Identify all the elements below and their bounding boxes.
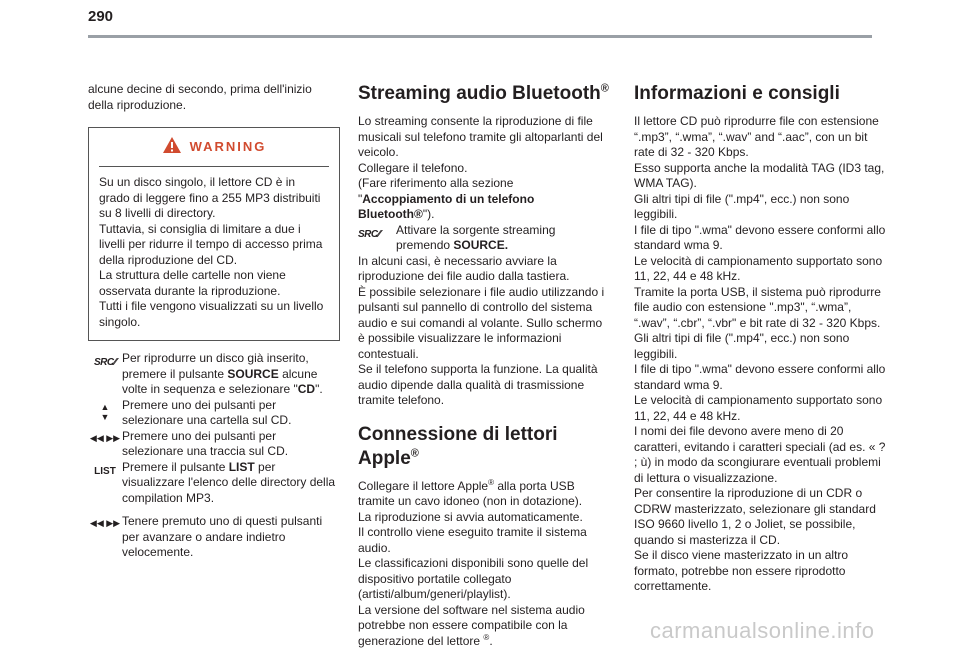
info-heading: Informazioni e consigli (634, 83, 840, 104)
bt-paragraph: (Fare riferimento alla sezione "Accoppiamento di un telefono Bluetooth®"). (358, 176, 535, 221)
info-line: Gli altri tipi di file (".mp4", ecc.) non sono leggibili. (634, 191, 850, 221)
info-line: Esso supporta anche la modalità TAG (ID3 tag, WMA TAG). (634, 160, 885, 190)
apple-paragraph: Il controllo viene eseguito tramite il sistema audio. (358, 525, 587, 555)
intro-text: alcune decine di secondo, prima dell'inizio della riproduzione. (88, 82, 312, 112)
warning-line: Tutti i file vengono visualizzati su un livello singolo. (99, 299, 324, 329)
bt-paragraph: È possibile selezionare i file audio utilizzando i pulsanti sul pannello di controllo del sistema audio e sui comandi al volante. Sullo schermo è possibile visualizzare le informazioni contestuali. (358, 284, 605, 361)
column-1 (88, 82, 340, 561)
source-button-icon: SRC⁄⁄ (358, 228, 380, 240)
bt-paragraph: In alcuni casi, è necessario avviare la riproduzione dei file audio dalla tastiera. (358, 253, 570, 283)
column-2 (358, 82, 610, 649)
item-track: ◀◀ ▶▶ Premere uno dei pulsanti per selezionare una traccia sul CD. (89, 428, 289, 458)
header-rule (88, 35, 872, 38)
warning-icon (162, 136, 182, 159)
item-hold: ◀◀ ▶▶ Tenere premuto uno di questi pulsanti per avanzare o andare indietro velocemente. (89, 514, 323, 559)
list-button-icon: LIST (94, 465, 116, 477)
apple-paragraph: La versione del software nel sistema audio potrebbe non essere compatibile con la generazione del lettore ®. (358, 602, 585, 648)
bluetooth-heading: Streaming audio Bluetooth® (358, 82, 609, 104)
item-source: SRC⁄⁄ Per riprodurre un disco già inserito, premere il pulsante SOURCE alcune volte in sequenza e selezionare "CD". (94, 351, 323, 396)
page-number: 290 (88, 8, 114, 25)
info-line: Le velocità di campionamento supportato sono 11, 22, 44 e 48 kHz. (634, 253, 883, 283)
apple-paragraph: Le classificazioni disponibili sono quelle del dispositivo portatile collegato (artisti/album/generi/playlist). (358, 556, 589, 601)
item-list: LIST Premere il pulsante LIST per visualizzare l'elenco delle directory della compilation MP3. (94, 459, 336, 505)
source-button-icon: SRC⁄⁄ (94, 357, 116, 368)
info-line: Tramite la porta USB, il sistema può riprodurre file audio con estensione ".mp3", “.wma”, “.wav”, “.cbr”, “.vbr" e bit rate di 32 - 320 Kbps. (634, 284, 881, 330)
warning-header (89, 128, 339, 166)
info-line: I file di tipo ".wma" devono essere conformi allo standard wma 9. (634, 362, 886, 392)
warning-body (89, 167, 339, 340)
item-folder: ▲ ▼ Premere uno dei pulsanti per selezionare una cartella sul CD. (100, 397, 292, 427)
warning-line: Su un disco singolo, il lettore CD è in grado di leggere fino a 255 MP3 distribuiti su 8 livelli di directory. (99, 175, 321, 220)
bt-paragraph: Lo streaming consente la riproduzione di file musicali sul telefono tramite gli altoparlanti del veicolo. (358, 114, 603, 159)
watermark: carmanualsonline.info (650, 618, 875, 643)
warning-line: Tuttavia, si consiglia di limitare a due i livelli per ridurre il tempo di accesso prima della riproduzione del CD. (99, 221, 323, 267)
info-line: Il lettore CD può riprodurre file con estensione “.mp3”, “.wma”, “.wav” and “.aac”, con un bit rate di 32 - 320 Kbps. (634, 114, 879, 159)
info-line: I file di tipo ".wma" devono essere conformi allo standard wma 9. (634, 222, 886, 252)
bt-paragraph: Se il telefono supporta la funzione. La qualità audio dipende dalla qualità di trasmissione tramite telefono. (358, 362, 598, 407)
apple-paragraph: La riproduzione si avvia automaticamente. (358, 509, 583, 524)
info-line: I nomi dei file devono avere meno di 20 caratteri, evitando i caratteri speciali (ad es. « ? ; ù) in modo da scongiurare eventuali problemi di lettura o visualizzazione. (634, 424, 886, 485)
info-line: Se il disco viene masterizzato in un altro formato, potrebbe non essere riprodotto correttamente. (634, 548, 849, 593)
info-line: Per consentire la riproduzione di un CDR o CDRW masterizzato, selezionare gli standard ISO 9660 livello 1, 2 o Joliet, se possibile, quando si masterizza il CD. (634, 486, 876, 547)
skip-arrows-icon: ◀◀ ▶▶ (89, 432, 121, 443)
fast-forward-rewind-icon: ◀◀ ▶▶ (89, 518, 121, 528)
bt-paragraph: Collegare il telefono. (358, 160, 468, 175)
warning-line: La struttura delle cartelle non viene osservata durante la riproduzione. (99, 268, 286, 298)
column-3 (634, 82, 890, 595)
info-line: Gli altri tipi di file (".mp4", ecc.) non sono leggibili. (634, 331, 850, 361)
warning-title: WARNING (189, 139, 267, 155)
apple-heading: Connessione di lettori Apple® (358, 423, 558, 469)
warning-box (88, 127, 340, 341)
apple-paragraph: Collegare il lettore Apple® alla porta USB tramite un cavo idoneo (non in dotazione). (358, 477, 583, 508)
bt-activate-item: SRC⁄⁄ Attivare la sorgente streaming premendo SOURCE. (358, 222, 556, 252)
up-down-arrows-icon: ▲ ▼ (100, 401, 110, 422)
info-line: Le velocità di campionamento supportato sono 11, 22, 44 e 48 kHz. (634, 393, 883, 423)
